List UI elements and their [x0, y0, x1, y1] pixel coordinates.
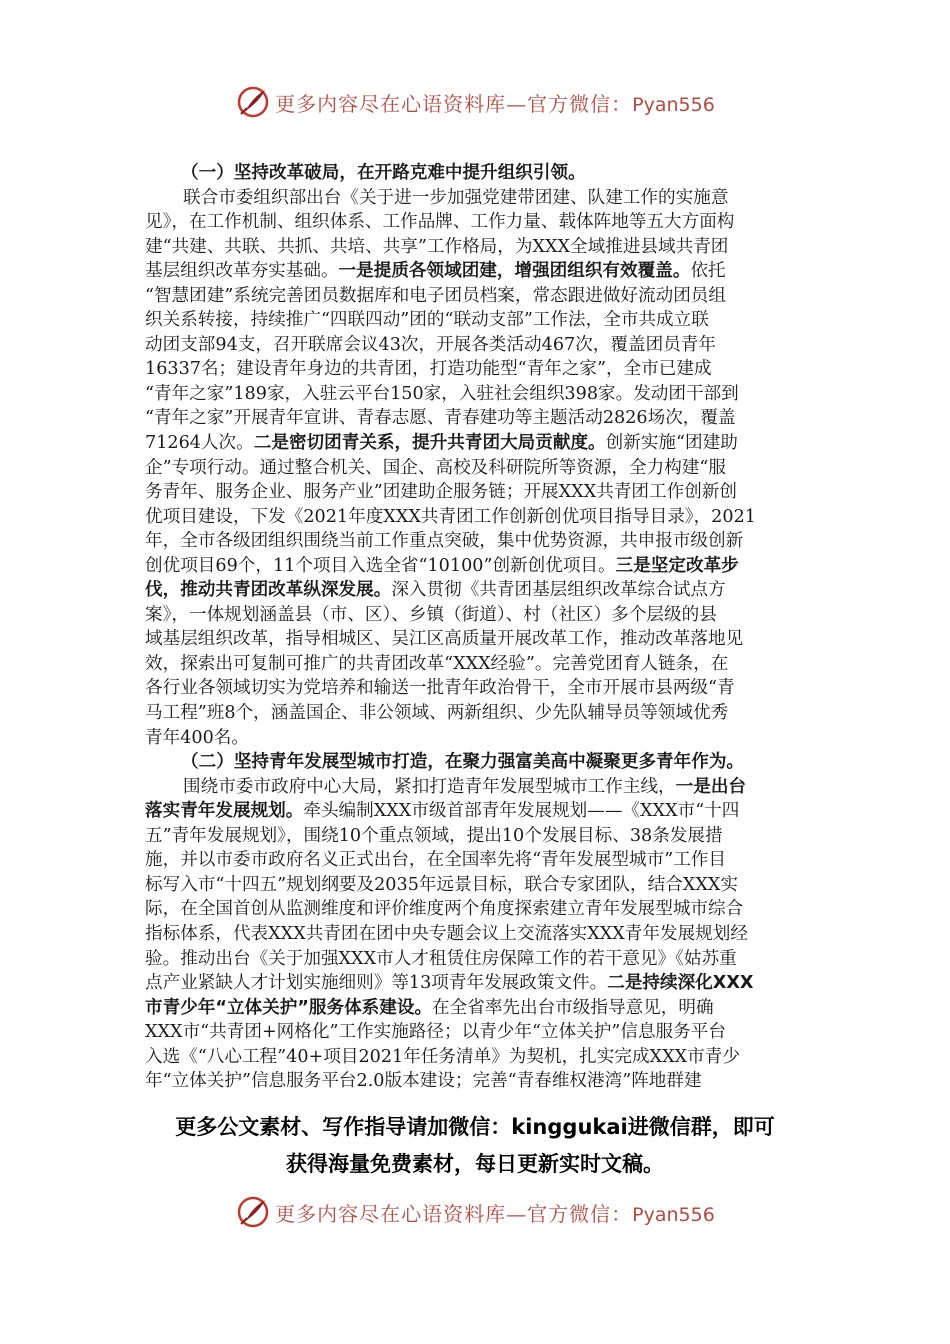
text-line: [145, 186, 805, 211]
bold-text: 二是密切团青关系，提升共青团大局贡献度。: [253, 433, 606, 454]
body-text: 围绕市委市政府中心大局，紧扣打造青年发展型城市工作主线，: [183, 776, 676, 797]
body-text: 点产业紧缺人才计划实施细则》等13项青年发展政策文件。: [145, 973, 608, 994]
body-text: 指标体系，代表XXX共青团在团中央专题会议上交流落实XXX青年发展规划经: [145, 923, 748, 944]
body-text: 71264人次。: [145, 433, 254, 454]
text-line: [145, 333, 805, 358]
text-line: [145, 554, 805, 579]
body-text: 各行业各领域切实为党培养和输送一批青年政治骨干，全市开展市县两级“青: [145, 678, 735, 699]
body-text: 创优项目69个，11个项目入选全省“10100”创新创优项目。: [145, 555, 616, 576]
text-line: [145, 750, 805, 775]
body-text: 案》，一体规划涵盖县（市、区）、乡镇（街道）、村（社区）多个层级的县: [145, 604, 717, 625]
body-text: 年，全市各级团组织围绕当前工作重点突破，集中优势资源，共申报市级创新: [145, 531, 744, 552]
text-line: [145, 357, 805, 382]
bold-text: 落实青年发展规划。: [145, 801, 304, 822]
body-text: 依托: [690, 261, 726, 282]
body-text: XXX市“共青团+网格化”工作实施路径；以青少年“立体关护”信息服务平台: [145, 1022, 726, 1043]
text-line: [145, 1020, 805, 1045]
body-text: 建“共建、共联、共抓、共培、共享”工作格局，为XXX全域推进县域共青团: [145, 236, 729, 257]
quill-logo-icon: [235, 1194, 271, 1230]
text-line: [145, 603, 805, 628]
bold-text: 一是出台: [675, 776, 747, 797]
banner-wechat-id: Pyan556: [632, 1203, 715, 1226]
body-text: 创新实施“团建助: [605, 433, 738, 454]
body-text: 动团支部94支，召开联席会议43次，开展各类活动467次，覆盖团员青年: [145, 334, 716, 355]
banner-label: 更多内容尽在心语资料库—官方微信：: [275, 91, 633, 116]
body-text: 牵头编制XXX市级首部青年发展规划——《XXX市“十四: [303, 801, 740, 822]
bold-text: 一是提质各领域团建，增强团组织有效覆盖。: [338, 261, 691, 282]
text-line: [145, 456, 805, 481]
text-line: [145, 382, 805, 407]
bold-text: （二）坚持青年发展型城市打造，在聚力强富美高中凝聚更多青年作为。: [181, 752, 745, 773]
body-text: 在全省率先出台市级指导意见，明确: [432, 997, 714, 1018]
text-line: [145, 578, 805, 603]
quill-logo-icon: [235, 84, 271, 120]
body-text: 织关系转接，持续推广“四联四动”团的“联动支部”工作法，全市共成立联: [145, 310, 709, 331]
body-text: 基层组织改革夯实基础。: [145, 261, 339, 282]
text-line: [145, 235, 805, 260]
text-line: [145, 726, 805, 751]
body-text: 入选《“八心工程”40+项目2021年任务清单》为契机，扎实完成XXX市青少: [145, 1046, 740, 1067]
banner-text: [275, 1198, 715, 1227]
body-text: “青年之家”189家，入驻云平台150家，入驻社会组织398家。发动团干部到: [145, 383, 739, 404]
text-line: [145, 824, 805, 849]
body-text: 施，并以市委市政府名义正式出台，在全国率先将“青年发展型城市”工作目: [145, 850, 726, 871]
text-line: [145, 308, 805, 333]
text-line: [145, 284, 805, 309]
bold-text: （一）坚持改革破局，在开路克难中提升组织引领。: [181, 163, 586, 183]
banner-label: 更多内容尽在心语资料库—官方微信：: [275, 1201, 633, 1226]
body-text: 验。推动出台《关于加强XXX市人才租赁住房保障工作的若干意见》《姑苏重: [145, 948, 737, 969]
header-watermark-banner: [0, 82, 950, 122]
text-line: [145, 799, 805, 824]
text-line: [145, 701, 805, 726]
text-line: [145, 971, 805, 996]
text-line: [145, 406, 805, 431]
body-text: 优项目建设，下发《2021年度XXX共青团工作创新创优项目指导目录》，2021: [145, 506, 756, 527]
text-line: [145, 947, 805, 972]
body-text: 五”青年发展规划》，围绕10个重点领域，提出10个发展目标、38条发展措: [145, 825, 723, 846]
body-text: 16337名；建设青年身边的共青团，打造功能型“青年之家”，全市已建成: [145, 359, 712, 380]
text-line: [145, 627, 805, 652]
body-text: 年“立体关护”信息服务平台2.0版本建设；完善“青春维权港湾”阵地群建: [145, 1071, 702, 1092]
text-line: [145, 922, 805, 947]
body-text: 务青年、服务企业、服务产业”团建助企服务链；开展XXX共青团工作创新创: [145, 482, 737, 503]
document-body: [145, 161, 805, 1094]
bold-text: 二是持续深化XXX: [607, 973, 754, 994]
body-text: 际，在全国首创从监测维度和评价维度两个角度探索建立青年发展型城市综合: [145, 899, 744, 920]
body-text: “青年之家”开展青年宣讲、青春志愿、青春建功等主题活动2826场次，覆盖: [145, 408, 736, 429]
body-text: 企”专项行动。通过整合机关、国企、高校及科研院所等资源，全力构建“服: [145, 457, 726, 478]
body-text: 标写入市“十四五”规划纲要及2035年远景目标，联合专家团队，结合XXX实: [145, 874, 738, 895]
body-text: 青年400名。: [145, 727, 249, 748]
banner-wechat-id: Pyan556: [632, 93, 715, 116]
bold-text: 伐，推动共青团改革纵深发展。: [145, 580, 392, 601]
body-text: 效，探索出可复制可推广的共青团改革“XXX经验”。完善党团育人链条，在: [145, 653, 729, 674]
body-text: “智慧团建”系统完善团员数据库和电子团员档案，常态跟进做好流动团员组: [145, 285, 726, 306]
body-text: 见》，在工作机制、组织体系、工作品牌、工作力量、载体阵地等五大方面构: [145, 212, 735, 233]
text-line: [145, 210, 805, 235]
text-line: [145, 505, 805, 530]
body-text: 联合市委组织部出台《关于进一步加强党建带团建、队建工作的实施意: [183, 187, 729, 208]
text-line: [145, 848, 805, 873]
text-line: [145, 676, 805, 701]
text-line: [145, 480, 805, 505]
body-text: 域基层组织改革，指导相城区、吴江区高质量开展改革工作，推动改革落地见: [145, 629, 744, 650]
bold-text: 市青少年“立体关护”服务体系建设。: [145, 997, 433, 1018]
text-line: [145, 775, 805, 800]
bold-text: 三是坚定改革步: [615, 555, 739, 576]
promo-line-1: 更多公文素材、写作指导请加微信：kinggukai进微信群，即可: [175, 1115, 775, 1139]
promo-line-2: 获得海量免费素材，每日更新实时文稿。: [286, 1152, 664, 1176]
text-line: [145, 873, 805, 898]
body-text: 深入贯彻《共青团基层组织改革综合试点方: [391, 580, 726, 601]
text-line: [145, 897, 805, 922]
text-line: [145, 259, 805, 284]
text-line: [145, 1045, 805, 1070]
text-line: [145, 652, 805, 677]
footer-watermark-banner: [0, 1192, 950, 1232]
text-line: [145, 529, 805, 554]
text-line: [145, 996, 805, 1021]
text-line: [145, 161, 805, 186]
banner-text: [275, 88, 715, 117]
body-text: 马工程”班8个，涵盖国企、非公领域、两新组织、少先队辅导员等领域优秀: [145, 703, 729, 724]
text-line: [145, 1069, 805, 1094]
text-line: [145, 431, 805, 456]
